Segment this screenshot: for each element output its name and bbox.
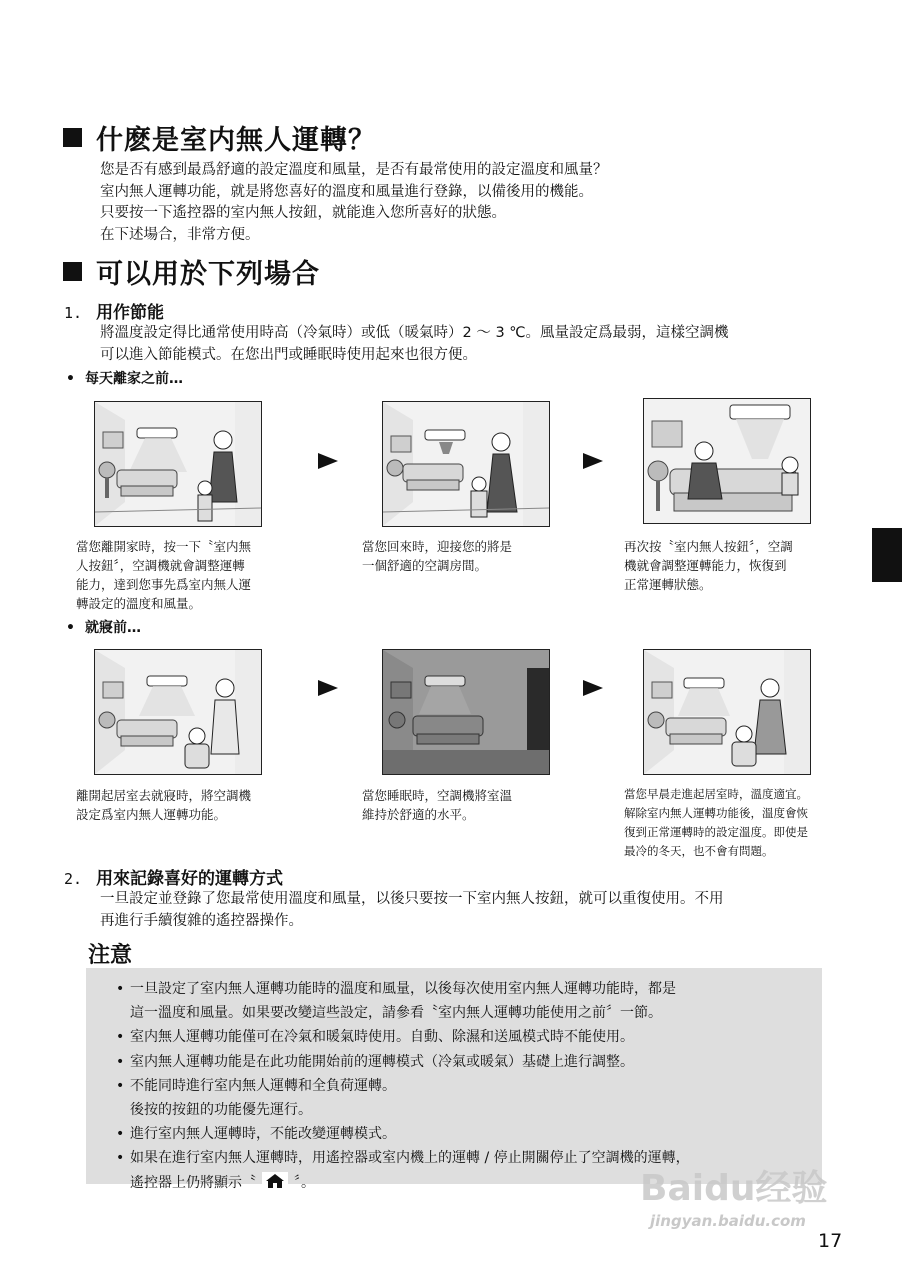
record-preference-paragraph: 一旦設定並登錄了您最常使用溫度和風量，以後只要按一下室内無人按鈕，就可以重復使用。不用 再進行手續復雜的遙控器操作。 <box>100 891 724 929</box>
illustration-sleeping-dark-room <box>382 649 550 775</box>
caption-going-to-bed: 離開起居室去就寢時，將空調機 設定爲室内無人運轉功能。 <box>76 788 252 822</box>
subheading-record-preference: 2. 用來記錄喜好的運轉方式 <box>64 869 284 889</box>
chapter-tab-marker <box>872 528 902 582</box>
home-away-icon <box>262 1172 288 1190</box>
note-item-continuation: 這一溫度和風量。如果要改變這些設定，請參看〝室内無人運轉功能使用之前〞一節。 <box>130 1005 662 1022</box>
illustration-returning-home <box>382 401 550 527</box>
energy-saving-paragraph: 將溫度設定得比通常使用時高（冷氣時）或低（暖氣時）2 ～ 3 ℃。風量設定爲最弱，這樣空調機 可以進入節能模式。在您出門或睡眠時使用起來也很方便。 <box>100 325 729 363</box>
note-title: 注意 <box>88 943 133 968</box>
note-item-continuation: 遙控器上仍將顯示〝 〞。 <box>116 1171 822 1195</box>
note-item: • 室内無人運轉功能是在此功能開始前的運轉模式（冷氣或暖氣）基礎上進行調整。 <box>116 1053 634 1070</box>
note-item: • 室内無人運轉功能僅可在冷氣和暖氣時使用。自動、除濕和送風模式時不能使用。 <box>116 1029 634 1046</box>
note-item: • 進行室内無人運轉時，不能改變運轉模式。 <box>116 1126 396 1143</box>
caption-returning-home: 當您回來時，迎接您的將是 一個舒適的空調房間。 <box>362 539 513 573</box>
note-item-continuation: 後按的按鈕的功能優先運行。 <box>130 1102 312 1119</box>
square-bullet-icon <box>63 262 82 281</box>
section-heading-what-is: 什麽是室内無人運轉？ <box>63 118 376 157</box>
illustration-pressing-button-again <box>643 398 811 524</box>
scene-label-before-leaving: • 每天離家之前… <box>66 371 183 387</box>
arrow-right-icon <box>318 680 338 696</box>
illustration-leaving-home <box>94 401 262 527</box>
arrow-right-icon <box>318 453 338 469</box>
page-number: 17 <box>818 1230 843 1252</box>
watermark-url: jingyan.baidu.com <box>650 1212 806 1230</box>
watermark-logo: Baidu经验 <box>640 1168 828 1209</box>
subheading-energy-saving: 1. 用作節能 <box>64 303 165 323</box>
section-heading-use-cases: 可以用於下列場合 <box>63 252 320 291</box>
note-item: • 不能同時進行室内無人運轉和全負荷運轉。 <box>116 1077 396 1094</box>
illustration-morning-living-room <box>643 649 811 775</box>
caption-while-sleeping: 當您睡眠時，空調機將室溫 維持於舒適的水平。 <box>362 788 513 822</box>
note-item: • 一旦設定了室内無人運轉功能時的溫度和風量，以後每次使用室内無人運轉功能時，都是 <box>116 981 676 997</box>
scene-label-before-sleep: • 就寢前… <box>66 620 141 636</box>
arrow-right-icon <box>583 453 603 469</box>
intro-paragraph: 您是否有感到最爲舒適的設定溫度和風量，是否有最常使用的設定溫度和風量？ 室内無人運轉功能，就是將您喜好的溫度和風量進行登錄，以備後用的機能。 只要按一下遙控器的室内無人按鈕，就能進入您所喜好的狀態。 在下述場合，非常方便。 <box>100 162 608 243</box>
note-item: • 如果在進行室内無人運轉時，用遙控器或室内機上的運轉 / 停止開關停止了空調機的運轉， <box>116 1150 690 1167</box>
illustration-going-to-bed <box>94 649 262 775</box>
caption-press-again: 再次按〝室内無人按鈕〞，空調 機就會調整運轉能力，恢復到 正常運轉狀態。 <box>624 539 793 592</box>
square-bullet-icon <box>63 128 82 147</box>
caption-leaving-home: 當您離開家時，按一下〝室内無 人按鈕〞，空調機就會調整運轉 能力，達到您事先爲室内無人運 轉設定的溫度和風量。 <box>76 539 252 611</box>
arrow-right-icon <box>583 680 603 696</box>
caption-morning: 當您早晨走進起居室時，溫度適宜。 解除室内無人運轉功能後，溫度會恢 復到正常運轉時的設定溫度。即使是 最冷的冬天，也不會有問題。 <box>624 787 808 858</box>
